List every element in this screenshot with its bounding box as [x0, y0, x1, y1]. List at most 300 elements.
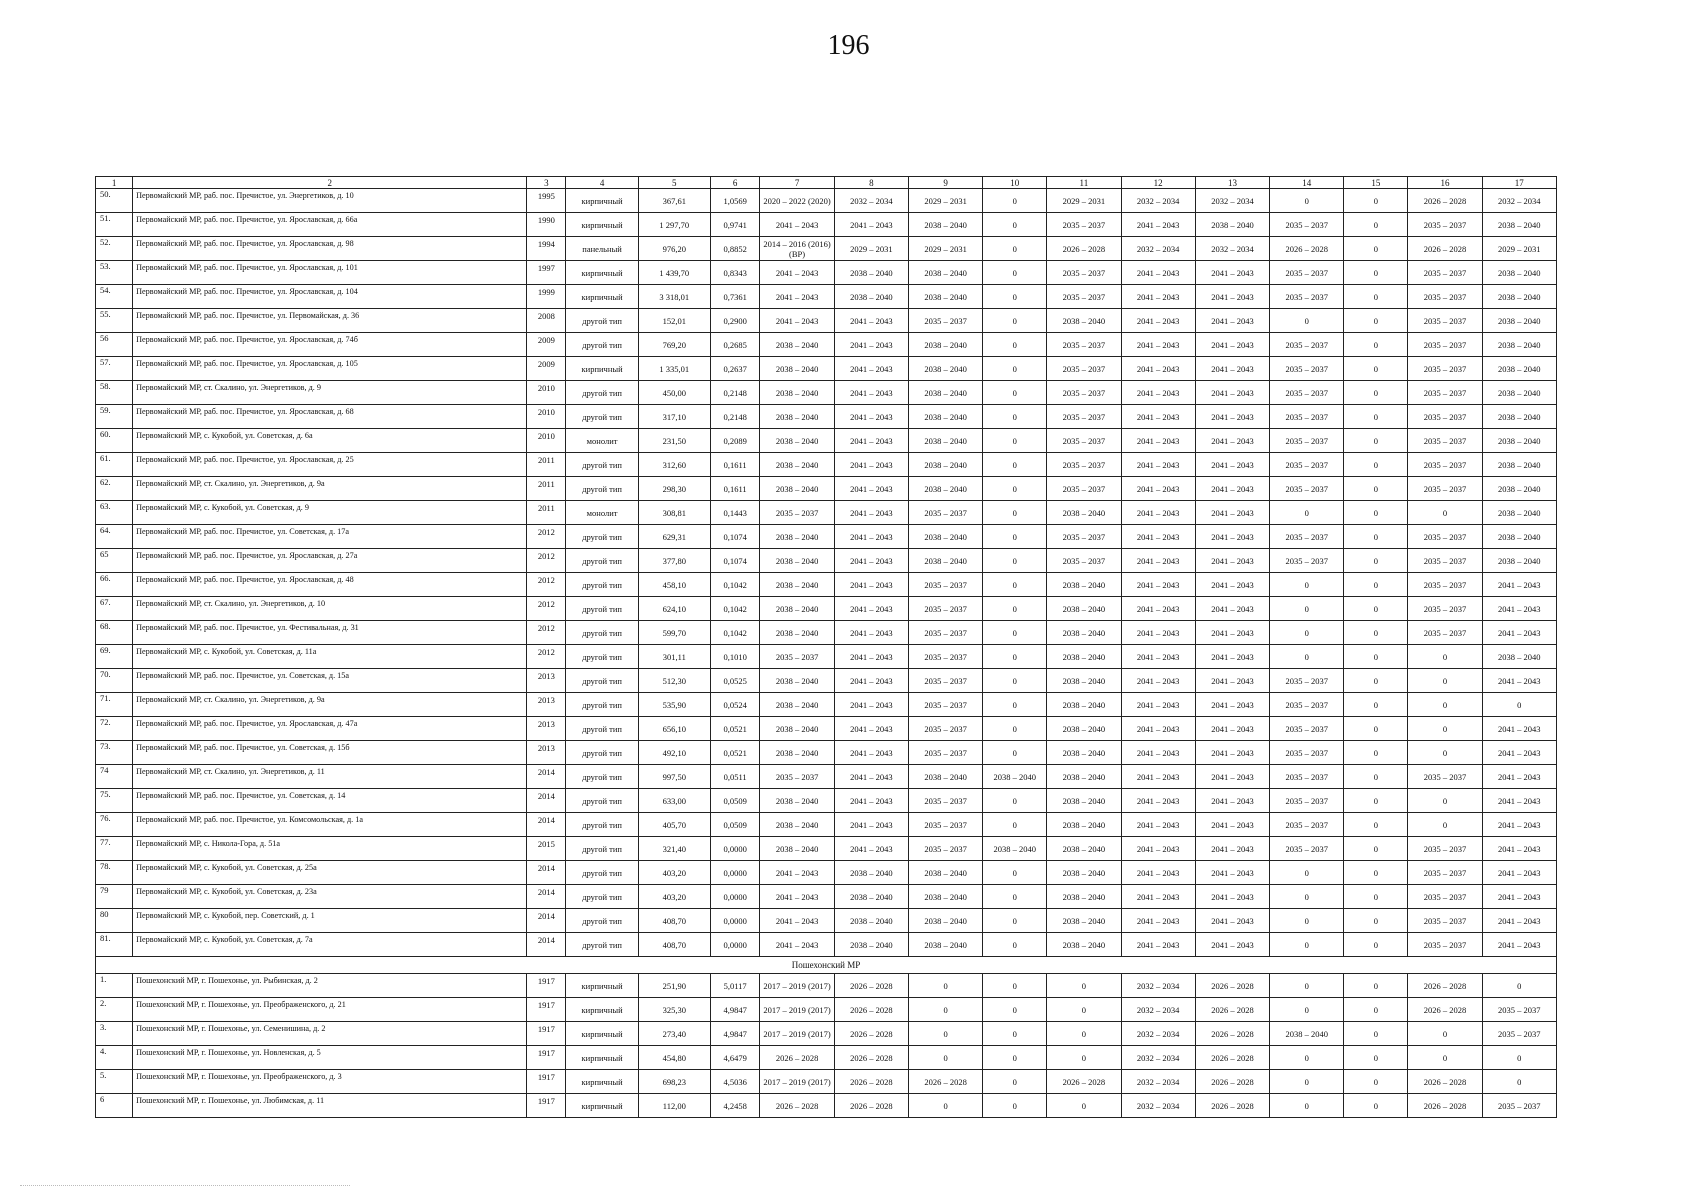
table-cell-col-11: 0: [1047, 1046, 1121, 1070]
table-cell-col-14: 2035 – 2037: [1270, 789, 1344, 813]
table-cell-col-14: 0: [1270, 933, 1344, 957]
table-cell-col-7: 2038 – 2040: [760, 813, 834, 837]
table-cell-col-7: 2038 – 2040: [760, 669, 834, 693]
table-cell-col-10: 0: [983, 597, 1047, 621]
table-cell-col-13: 2041 – 2043: [1195, 669, 1269, 693]
year-cell: 2014: [527, 861, 566, 885]
table-cell-col-14: 2035 – 2037: [1270, 837, 1344, 861]
table-cell-col-13: 2041 – 2043: [1195, 765, 1269, 789]
table-cell-col-8: 2041 – 2043: [834, 765, 908, 789]
table-cell-col-4: кирпичный: [566, 213, 638, 237]
table-cell-col-9: 2029 – 2031: [908, 237, 982, 261]
year-cell: 1917: [527, 1046, 566, 1070]
section-title: Пошехонский МР: [96, 957, 1557, 974]
table-cell-col-14: 0: [1270, 645, 1344, 669]
table-cell-col-11: 2038 – 2040: [1047, 765, 1121, 789]
table-cell-col-13: 2041 – 2043: [1195, 645, 1269, 669]
table-cell-col-16: 2035 – 2037: [1408, 861, 1482, 885]
table-cell-col-12: 2041 – 2043: [1121, 357, 1195, 381]
table-cell-col-11: 2038 – 2040: [1047, 621, 1121, 645]
table-cell-col-4: другой тип: [566, 453, 638, 477]
table-cell-col-6: 0,2900: [710, 309, 760, 333]
table-cell-col-11: 2038 – 2040: [1047, 669, 1121, 693]
table-cell-col-7: 2038 – 2040: [760, 477, 834, 501]
table-cell-col-9: 2038 – 2040: [908, 765, 982, 789]
table-cell-col-5: 367,61: [638, 189, 710, 213]
table-cell-col-17: 2038 – 2040: [1482, 309, 1556, 333]
table-cell-col-12: 2041 – 2043: [1121, 381, 1195, 405]
table-cell-col-16: 2035 – 2037: [1408, 597, 1482, 621]
table-cell-col-10: 2038 – 2040: [983, 765, 1047, 789]
table-cell-col-5: 273,40: [638, 1022, 710, 1046]
table-row: [96, 998, 1557, 1022]
table-cell-col-12: 2041 – 2043: [1121, 765, 1195, 789]
table-cell-col-11: 2035 – 2037: [1047, 261, 1121, 285]
table-cell-col-16: 2035 – 2037: [1408, 357, 1482, 381]
table-cell-col-14: 2035 – 2037: [1270, 381, 1344, 405]
table-cell-col-13: 2026 – 2028: [1195, 974, 1269, 998]
table-cell-col-13: 2041 – 2043: [1195, 693, 1269, 717]
table-cell-col-13: 2041 – 2043: [1195, 597, 1269, 621]
table-cell-col-15: 0: [1344, 669, 1408, 693]
table-cell-col-13: 2041 – 2043: [1195, 525, 1269, 549]
table-cell-col-7: 2017 – 2019 (2017): [760, 1022, 834, 1046]
table-cell-col-16: 0: [1408, 501, 1482, 525]
table-cell-col-5: 454,80: [638, 1046, 710, 1070]
table-cell-col-17: 2038 – 2040: [1482, 261, 1556, 285]
table-cell-col-16: 2026 – 2028: [1408, 189, 1482, 213]
table-cell-col-17: 2029 – 2031: [1482, 237, 1556, 261]
table-cell-col-12: 2032 – 2034: [1121, 998, 1195, 1022]
table-row: [96, 1022, 1557, 1046]
table-cell-col-16: 2026 – 2028: [1408, 1070, 1482, 1094]
table-cell-col-4: кирпичный: [566, 261, 638, 285]
table-row: [96, 885, 1557, 909]
table-cell-col-12: 2041 – 2043: [1121, 717, 1195, 741]
table-cell-col-8: 2032 – 2034: [834, 189, 908, 213]
table-cell-col-8: 2041 – 2043: [834, 525, 908, 549]
table-cell-col-12: 2041 – 2043: [1121, 669, 1195, 693]
table-cell-col-7: 2038 – 2040: [760, 789, 834, 813]
address-cell: Первомайский МР, раб. пос. Пречистое, ул. Ярославская, д. 25: [133, 453, 527, 477]
table-cell-col-9: 2035 – 2037: [908, 717, 982, 741]
table-cell-col-9: 2035 – 2037: [908, 813, 982, 837]
table-cell-col-8: 2041 – 2043: [834, 789, 908, 813]
table-cell-col-14: 2035 – 2037: [1270, 717, 1344, 741]
table-cell-col-12: 2032 – 2034: [1121, 1094, 1195, 1118]
table-cell-col-11: 2038 – 2040: [1047, 885, 1121, 909]
table-cell-col-6: 0,2685: [710, 333, 760, 357]
table-cell-col-6: 1,0569: [710, 189, 760, 213]
table-row: [96, 717, 1557, 741]
table-cell-col-14: 0: [1270, 309, 1344, 333]
table-cell-col-7: 2041 – 2043: [760, 885, 834, 909]
table-cell-col-15: 0: [1344, 1070, 1408, 1094]
address-cell: Первомайский МР, раб. пос. Пречистое, ул. Ярославская, д. 105: [133, 357, 527, 381]
table-cell-col-8: 2038 – 2040: [834, 261, 908, 285]
table-cell-col-6: 0,0509: [710, 789, 760, 813]
table-cell-col-9: 2038 – 2040: [908, 213, 982, 237]
table-cell-col-4: кирпичный: [566, 189, 638, 213]
table-cell-col-8: 2041 – 2043: [834, 741, 908, 765]
table-cell-col-5: 599,70: [638, 621, 710, 645]
address-cell: Первомайский МР, ст. Скалино, ул. Энергетиков, д. 9а: [133, 693, 527, 717]
address-cell: Первомайский МР, раб. пос. Пречистое, ул. Советская, д. 14: [133, 789, 527, 813]
row-number: 61.: [96, 453, 133, 477]
table-cell-col-5: 1 297,70: [638, 213, 710, 237]
address-cell: Пошехонский МР, г. Пошехонье, ул. Новленская, д. 5: [133, 1046, 527, 1070]
table-cell-col-12: 2041 – 2043: [1121, 621, 1195, 645]
row-number: 62.: [96, 477, 133, 501]
table-cell-col-8: 2041 – 2043: [834, 213, 908, 237]
table-cell-col-12: 2041 – 2043: [1121, 429, 1195, 453]
row-number: 4.: [96, 1046, 133, 1070]
column-header-16: 16: [1408, 177, 1482, 189]
table-cell-col-7: 2017 – 2019 (2017): [760, 998, 834, 1022]
table-cell-col-4: другой тип: [566, 789, 638, 813]
table-cell-col-10: 0: [983, 1046, 1047, 1070]
column-header-7: 7: [760, 177, 834, 189]
table-cell-col-6: 0,2089: [710, 429, 760, 453]
table-cell-col-10: 0: [983, 501, 1047, 525]
table-row: [96, 453, 1557, 477]
table-cell-col-13: 2026 – 2028: [1195, 998, 1269, 1022]
table-cell-col-6: 0,2148: [710, 405, 760, 429]
table-cell-col-9: 2035 – 2037: [908, 837, 982, 861]
table-cell-col-5: 458,10: [638, 573, 710, 597]
address-cell: Первомайский МР, раб. пос. Пречистое, ул. Ярославская, д. 104: [133, 285, 527, 309]
table-cell-col-7: 2038 – 2040: [760, 381, 834, 405]
table-cell-col-9: 2038 – 2040: [908, 261, 982, 285]
table-cell-col-7: 2041 – 2043: [760, 261, 834, 285]
address-cell: Пошехонский МР, г. Пошехонье, ул. Преображенского, д. 21: [133, 998, 527, 1022]
table-row: [96, 597, 1557, 621]
column-header-1: 1: [96, 177, 133, 189]
row-number: 1.: [96, 974, 133, 998]
table-cell-col-9: 2035 – 2037: [908, 645, 982, 669]
table-cell-col-4: кирпичный: [566, 357, 638, 381]
table-cell-col-8: 2026 – 2028: [834, 1070, 908, 1094]
table-cell-col-4: другой тип: [566, 909, 638, 933]
table-cell-col-13: 2041 – 2043: [1195, 837, 1269, 861]
table-cell-col-7: 2035 – 2037: [760, 501, 834, 525]
table-cell-col-11: 2029 – 2031: [1047, 189, 1121, 213]
column-header-10: 10: [983, 177, 1047, 189]
row-number: 69.: [96, 645, 133, 669]
table-cell-col-15: 0: [1344, 645, 1408, 669]
table-cell-col-13: 2038 – 2040: [1195, 213, 1269, 237]
year-cell: 2014: [527, 933, 566, 957]
table-row: [96, 933, 1557, 957]
table-cell-col-8: 2041 – 2043: [834, 333, 908, 357]
row-number: 74: [96, 765, 133, 789]
row-number: 67.: [96, 597, 133, 621]
row-number: 73.: [96, 741, 133, 765]
year-cell: 2011: [527, 501, 566, 525]
table-cell-col-16: 2035 – 2037: [1408, 477, 1482, 501]
table-cell-col-4: другой тип: [566, 525, 638, 549]
table-cell-col-9: 2035 – 2037: [908, 597, 982, 621]
table-cell-col-16: 2035 – 2037: [1408, 213, 1482, 237]
table-cell-col-13: 2041 – 2043: [1195, 381, 1269, 405]
table-cell-col-8: 2041 – 2043: [834, 621, 908, 645]
year-cell: 2012: [527, 549, 566, 573]
table-cell-col-6: 0,1443: [710, 501, 760, 525]
year-cell: 2012: [527, 525, 566, 549]
table-cell-col-15: 0: [1344, 789, 1408, 813]
table-cell-col-10: 0: [983, 285, 1047, 309]
table-cell-col-10: 0: [983, 813, 1047, 837]
table-row: [96, 837, 1557, 861]
table-cell-col-4: кирпичный: [566, 1022, 638, 1046]
table-cell-col-10: 2038 – 2040: [983, 837, 1047, 861]
table-cell-col-5: 698,23: [638, 1070, 710, 1094]
table-cell-col-11: 2035 – 2037: [1047, 381, 1121, 405]
table-cell-col-5: 403,20: [638, 861, 710, 885]
year-cell: 2013: [527, 693, 566, 717]
table-cell-col-9: 2038 – 2040: [908, 333, 982, 357]
table-cell-col-6: 4,5036: [710, 1070, 760, 1094]
table-cell-col-9: 2038 – 2040: [908, 453, 982, 477]
row-number: 59.: [96, 405, 133, 429]
column-header-8: 8: [834, 177, 908, 189]
address-cell: Первомайский МР, раб. пос. Пречистое, ул. Фестивальная, д. 31: [133, 621, 527, 645]
table-cell-col-16: 2035 – 2037: [1408, 405, 1482, 429]
table-cell-col-17: 2038 – 2040: [1482, 453, 1556, 477]
table-cell-col-15: 0: [1344, 261, 1408, 285]
row-number: 70.: [96, 669, 133, 693]
table-cell-col-7: 2041 – 2043: [760, 933, 834, 957]
table-cell-col-8: 2038 – 2040: [834, 933, 908, 957]
table-row: [96, 261, 1557, 285]
table-cell-col-11: 2038 – 2040: [1047, 837, 1121, 861]
table-cell-col-16: 2035 – 2037: [1408, 309, 1482, 333]
row-number: 58.: [96, 381, 133, 405]
table-cell-col-10: 0: [983, 333, 1047, 357]
table-cell-col-7: 2041 – 2043: [760, 285, 834, 309]
table-cell-col-10: 0: [983, 885, 1047, 909]
table-cell-col-4: другой тип: [566, 309, 638, 333]
table-cell-col-10: 0: [983, 549, 1047, 573]
table-cell-col-9: 2035 – 2037: [908, 621, 982, 645]
table-cell-col-12: 2041 – 2043: [1121, 933, 1195, 957]
table-cell-col-13: 2032 – 2034: [1195, 237, 1269, 261]
table-row: [96, 1070, 1557, 1094]
table-cell-col-15: 0: [1344, 525, 1408, 549]
table-row: [96, 645, 1557, 669]
row-number: 65: [96, 549, 133, 573]
table-cell-col-15: 0: [1344, 453, 1408, 477]
year-cell: 2013: [527, 741, 566, 765]
table-cell-col-12: 2041 – 2043: [1121, 525, 1195, 549]
table-cell-col-6: 0,0000: [710, 909, 760, 933]
table-cell-col-10: 0: [983, 381, 1047, 405]
table-cell-col-13: 2041 – 2043: [1195, 885, 1269, 909]
year-cell: 2009: [527, 333, 566, 357]
table-cell-col-5: 321,40: [638, 837, 710, 861]
table-cell-col-11: 2038 – 2040: [1047, 789, 1121, 813]
row-number: 51.: [96, 213, 133, 237]
table-cell-col-5: 377,80: [638, 549, 710, 573]
table-cell-col-5: 152,01: [638, 309, 710, 333]
table-cell-col-17: 2041 – 2043: [1482, 909, 1556, 933]
table-cell-col-6: 4,2458: [710, 1094, 760, 1118]
table-cell-col-4: кирпичный: [566, 1046, 638, 1070]
table-cell-col-12: 2032 – 2034: [1121, 1022, 1195, 1046]
row-number: 64.: [96, 525, 133, 549]
table-cell-col-16: 0: [1408, 1022, 1482, 1046]
table-cell-col-14: 0: [1270, 573, 1344, 597]
year-cell: 2014: [527, 909, 566, 933]
table-cell-col-5: 408,70: [638, 933, 710, 957]
table-cell-col-13: 2041 – 2043: [1195, 861, 1269, 885]
year-cell: 1917: [527, 974, 566, 998]
table-cell-col-8: 2038 – 2040: [834, 885, 908, 909]
table-cell-col-15: 0: [1344, 213, 1408, 237]
table-row: [96, 189, 1557, 213]
table-cell-col-17: 2038 – 2040: [1482, 213, 1556, 237]
column-header-6: 6: [710, 177, 760, 189]
table-cell-col-13: 2041 – 2043: [1195, 261, 1269, 285]
table-cell-col-17: 2038 – 2040: [1482, 477, 1556, 501]
table-cell-col-10: 0: [983, 1070, 1047, 1094]
table-cell-col-5: 1 335,01: [638, 357, 710, 381]
row-number: 81.: [96, 933, 133, 957]
table-cell-col-16: 2035 – 2037: [1408, 381, 1482, 405]
table-cell-col-5: 312,60: [638, 453, 710, 477]
table-cell-col-6: 0,0524: [710, 693, 760, 717]
section-row: [96, 957, 1557, 974]
table-cell-col-9: 0: [908, 974, 982, 998]
table-cell-col-16: 0: [1408, 645, 1482, 669]
year-cell: 1917: [527, 1022, 566, 1046]
table-cell-col-12: 2041 – 2043: [1121, 549, 1195, 573]
table-cell-col-17: 2035 – 2037: [1482, 1022, 1556, 1046]
table-cell-col-14: 2035 – 2037: [1270, 813, 1344, 837]
table-cell-col-4: кирпичный: [566, 1070, 638, 1094]
row-number: 2.: [96, 998, 133, 1022]
table-cell-col-16: 2026 – 2028: [1408, 1094, 1482, 1118]
table-cell-col-4: другой тип: [566, 549, 638, 573]
year-cell: 1917: [527, 998, 566, 1022]
row-number: 5.: [96, 1070, 133, 1094]
table-cell-col-12: 2041 – 2043: [1121, 501, 1195, 525]
year-cell: 2011: [527, 477, 566, 501]
table-cell-col-11: 2038 – 2040: [1047, 933, 1121, 957]
table-cell-col-15: 0: [1344, 333, 1408, 357]
table-cell-col-10: 0: [983, 453, 1047, 477]
table-cell-col-7: 2017 – 2019 (2017): [760, 1070, 834, 1094]
table-cell-col-11: 2035 – 2037: [1047, 477, 1121, 501]
column-header-4: 4: [566, 177, 638, 189]
table-cell-col-11: 2038 – 2040: [1047, 741, 1121, 765]
table-row: [96, 333, 1557, 357]
table-cell-col-8: 2026 – 2028: [834, 998, 908, 1022]
table-cell-col-14: 2026 – 2028: [1270, 237, 1344, 261]
table-row: [96, 405, 1557, 429]
table-cell-col-7: 2038 – 2040: [760, 525, 834, 549]
table-cell-col-6: 0,1611: [710, 453, 760, 477]
address-cell: Первомайский МР, раб. пос. Пречистое, ул. Ярославская, д. 27а: [133, 549, 527, 573]
table-cell-col-4: другой тип: [566, 861, 638, 885]
table-cell-col-8: 2041 – 2043: [834, 549, 908, 573]
table-cell-col-4: другой тип: [566, 381, 638, 405]
table-cell-col-9: 2029 – 2031: [908, 189, 982, 213]
table-cell-col-11: 2038 – 2040: [1047, 597, 1121, 621]
year-cell: 2014: [527, 885, 566, 909]
table-cell-col-9: 2035 – 2037: [908, 789, 982, 813]
table-cell-col-17: 2038 – 2040: [1482, 525, 1556, 549]
table-cell-col-12: 2032 – 2034: [1121, 1046, 1195, 1070]
table-cell-col-17: 2038 – 2040: [1482, 357, 1556, 381]
table-cell-col-8: 2041 – 2043: [834, 501, 908, 525]
row-number: 78.: [96, 861, 133, 885]
table-cell-col-17: 2038 – 2040: [1482, 429, 1556, 453]
table-cell-col-11: 2035 – 2037: [1047, 525, 1121, 549]
row-number: 71.: [96, 693, 133, 717]
table-cell-col-17: 2041 – 2043: [1482, 861, 1556, 885]
address-cell: Первомайский МР, раб. пос. Пречистое, ул. Комсомольская, д. 1а: [133, 813, 527, 837]
row-number: 53.: [96, 261, 133, 285]
table-cell-col-13: 2041 – 2043: [1195, 813, 1269, 837]
table-cell-col-7: 2026 – 2028: [760, 1046, 834, 1070]
data-table: [95, 176, 1557, 1118]
table-cell-col-14: 2035 – 2037: [1270, 213, 1344, 237]
table-cell-col-14: 0: [1270, 1070, 1344, 1094]
table-cell-col-16: 0: [1408, 717, 1482, 741]
address-cell: Первомайский МР, раб. пос. Пречистое, ул. Ярославская, д. 48: [133, 573, 527, 597]
address-cell: Первомайский МР, раб. пос. Пречистое, ул. Советская, д. 17а: [133, 525, 527, 549]
address-cell: Первомайский МР, раб. пос. Пречистое, ул. Ярославская, д. 68: [133, 405, 527, 429]
table-cell-col-15: 0: [1344, 998, 1408, 1022]
table-cell-col-6: 4,6479: [710, 1046, 760, 1070]
row-number: 57.: [96, 357, 133, 381]
table-cell-col-15: 0: [1344, 813, 1408, 837]
column-header-14: 14: [1270, 177, 1344, 189]
table-cell-col-17: 2038 – 2040: [1482, 549, 1556, 573]
table-cell-col-17: 2038 – 2040: [1482, 645, 1556, 669]
row-number: 77.: [96, 837, 133, 861]
table-row: [96, 501, 1557, 525]
table-cell-col-13: 2041 – 2043: [1195, 405, 1269, 429]
row-number: 50.: [96, 189, 133, 213]
table-cell-col-13: 2041 – 2043: [1195, 333, 1269, 357]
address-cell: Первомайский МР, с. Кукобой, ул. Советская, д. 6а: [133, 429, 527, 453]
table-cell-col-16: 0: [1408, 1046, 1482, 1070]
table-cell-col-12: 2041 – 2043: [1121, 453, 1195, 477]
table-cell-col-17: 2041 – 2043: [1482, 765, 1556, 789]
table-cell-col-9: 2038 – 2040: [908, 429, 982, 453]
table-cell-col-8: 2038 – 2040: [834, 909, 908, 933]
table-cell-col-9: 2035 – 2037: [908, 573, 982, 597]
table-cell-col-9: 2038 – 2040: [908, 861, 982, 885]
table-cell-col-5: 317,10: [638, 405, 710, 429]
year-cell: 2012: [527, 597, 566, 621]
table-cell-col-14: 2035 – 2037: [1270, 453, 1344, 477]
table-cell-col-4: кирпичный: [566, 1094, 638, 1118]
table-cell-col-11: 2038 – 2040: [1047, 573, 1121, 597]
table-cell-col-10: 0: [983, 645, 1047, 669]
column-header-9: 9: [908, 177, 982, 189]
address-cell: Пошехонский МР, г. Пошехонье, ул. Семенишина, д. 2: [133, 1022, 527, 1046]
page-number: 196: [827, 30, 870, 61]
table-cell-col-14: 0: [1270, 1094, 1344, 1118]
address-cell: Первомайский МР, ст. Скалино, ул. Энергетиков, д. 10: [133, 597, 527, 621]
table-cell-col-13: 2041 – 2043: [1195, 477, 1269, 501]
table-cell-col-16: 2035 – 2037: [1408, 933, 1482, 957]
year-cell: 1994: [527, 237, 566, 261]
table-cell-col-6: 0,0525: [710, 669, 760, 693]
